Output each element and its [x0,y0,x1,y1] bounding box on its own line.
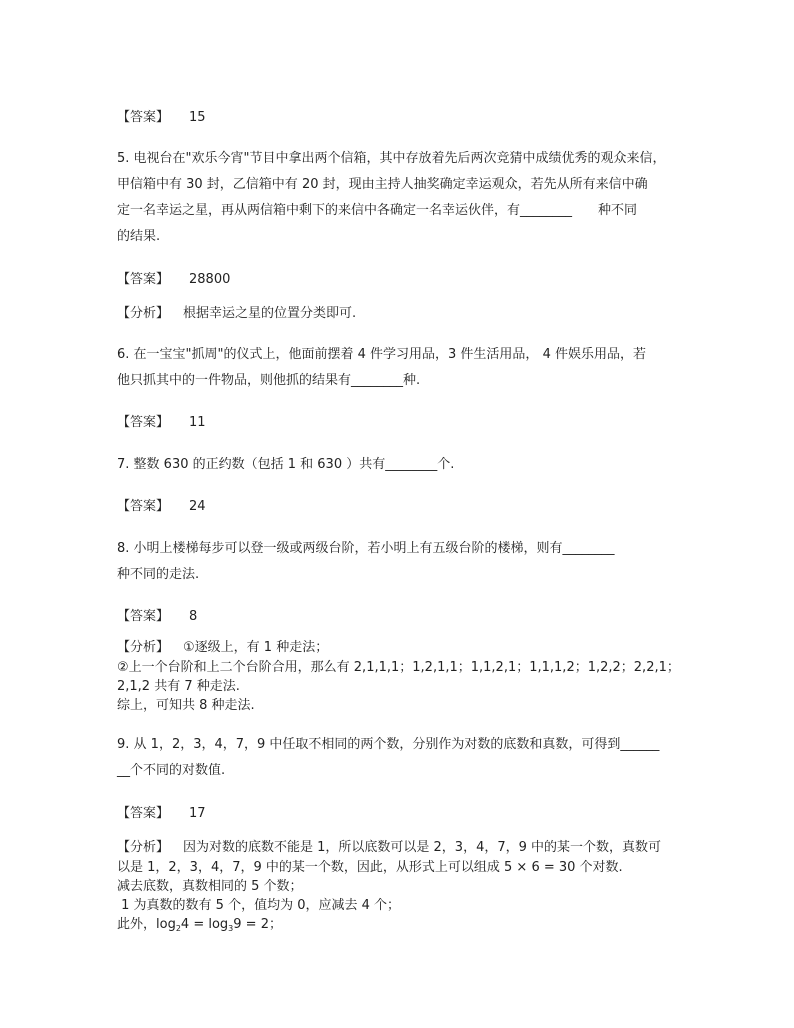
analysis-label: 【分析】 [117,840,170,855]
analysis-text: 根据幸运之星的位置分类即可. [183,306,357,321]
formula-middle: 4 = log [180,917,229,932]
analysis-text: 因为对数的底数不能是 1，所以底数可以是 2，3，4，7，9 中的某一个数，真数可 [183,840,662,855]
analysis-8-line-3: 2,1,2 共有 7 种走法. [117,679,240,694]
question-5-line-3: 定一名幸运之星，再从两信箱中剩下的来信中各确定一名幸运伙伴，有________ 种不同 [117,203,638,218]
analysis-8-line-1 [117,639,328,657]
question-7-line-1: 7. 整数 630 的正约数（包括 1 和 630 ）共有________个. [117,457,455,472]
answer-7 [117,498,206,516]
question-5-line-2: 甲信箱中有 30 封，乙信箱中有 20 封，现由主持人抽奖确定幸运观众，若先从所有来信中确 [117,177,648,192]
answer-label: 【答案】 [117,110,170,125]
analysis-8-line-2: ②上一个台阶和上二个台阶合用，那么有 2,1,1,1；1,2,1,1；1,1,2,1；1,1,1,2；1,2,2；2,2,1； [117,660,680,675]
question-5-line-1: 5. 电视台在"欢乐今宵"节目中拿出两个信箱，其中存放着先后两次竞猜中成绩优秀的观众来信， [117,151,666,166]
analysis-9-line-4: 1 为真数的数有 5 个，值均为 0，应减去 4 个； [117,898,401,913]
analysis-label: 【分析】 [117,306,170,321]
answer-label: 【答案】 [117,806,170,821]
answer-value: 15 [189,110,206,125]
answer-value: 11 [189,415,206,430]
analysis-9-line-1 [117,839,661,857]
question-6-line-1: 6. 在一宝宝"抓周"的仪式上，他面前摆着 4 件学习用品，3 件生活用品， 4 件娱乐用品，若 [117,347,646,362]
answer-5 [117,271,230,289]
question-9-line-2: __个不同的对数值. [117,763,226,778]
analysis-5 [117,305,356,323]
question-6-line-2: 他只抓其中的一件物品，则他抓的结果有________种. [117,373,421,388]
analysis-9-line-3: 减去底数，真数相同的 5 个数； [117,879,303,894]
question-5-line-4: 的结果. [117,229,161,244]
formula-prefix: 此外，log [117,917,176,932]
answer-8 [117,608,197,626]
log-base-subscript: 3 [228,924,234,933]
answer-6 [117,414,206,432]
answer-label: 【答案】 [117,609,170,624]
formula-end: 9 = 2； [233,917,282,932]
answer-4 [117,109,206,127]
analysis-label: 【分析】 [117,640,170,655]
answer-label: 【答案】 [117,415,170,430]
question-9-line-1: 9. 从 1，2，3，4，7，9 中任取不相同的两个数，分别作为对数的底数和真数，可得到______ [117,737,660,752]
answer-label: 【答案】 [117,499,170,514]
answer-value: 17 [189,806,206,821]
log-base-subscript: 2 [175,924,181,933]
answer-label: 【答案】 [117,272,170,287]
answer-9 [117,805,206,823]
answer-value: 8 [189,609,198,624]
analysis-text: ①逐级上，有 1 种走法； [183,640,329,655]
answer-value: 28800 [189,272,231,287]
question-8-line-1: 8. 小明上楼梯每步可以登一级或两级台阶，若小明上有五级台阶的楼梯，则有________ [117,541,615,556]
analysis-8-line-4: 综上，可知共 8 种走法. [117,698,255,713]
analysis-9-line-2: 以是 1，2，3，4，7，9 中的某一个数，因此，从形式上可以组成 5 × 6 = 30 个对数. [117,860,623,875]
question-8-line-2: 种不同的走法. [117,567,200,582]
analysis-9-line-5 [117,916,282,938]
answer-value: 24 [189,499,206,514]
